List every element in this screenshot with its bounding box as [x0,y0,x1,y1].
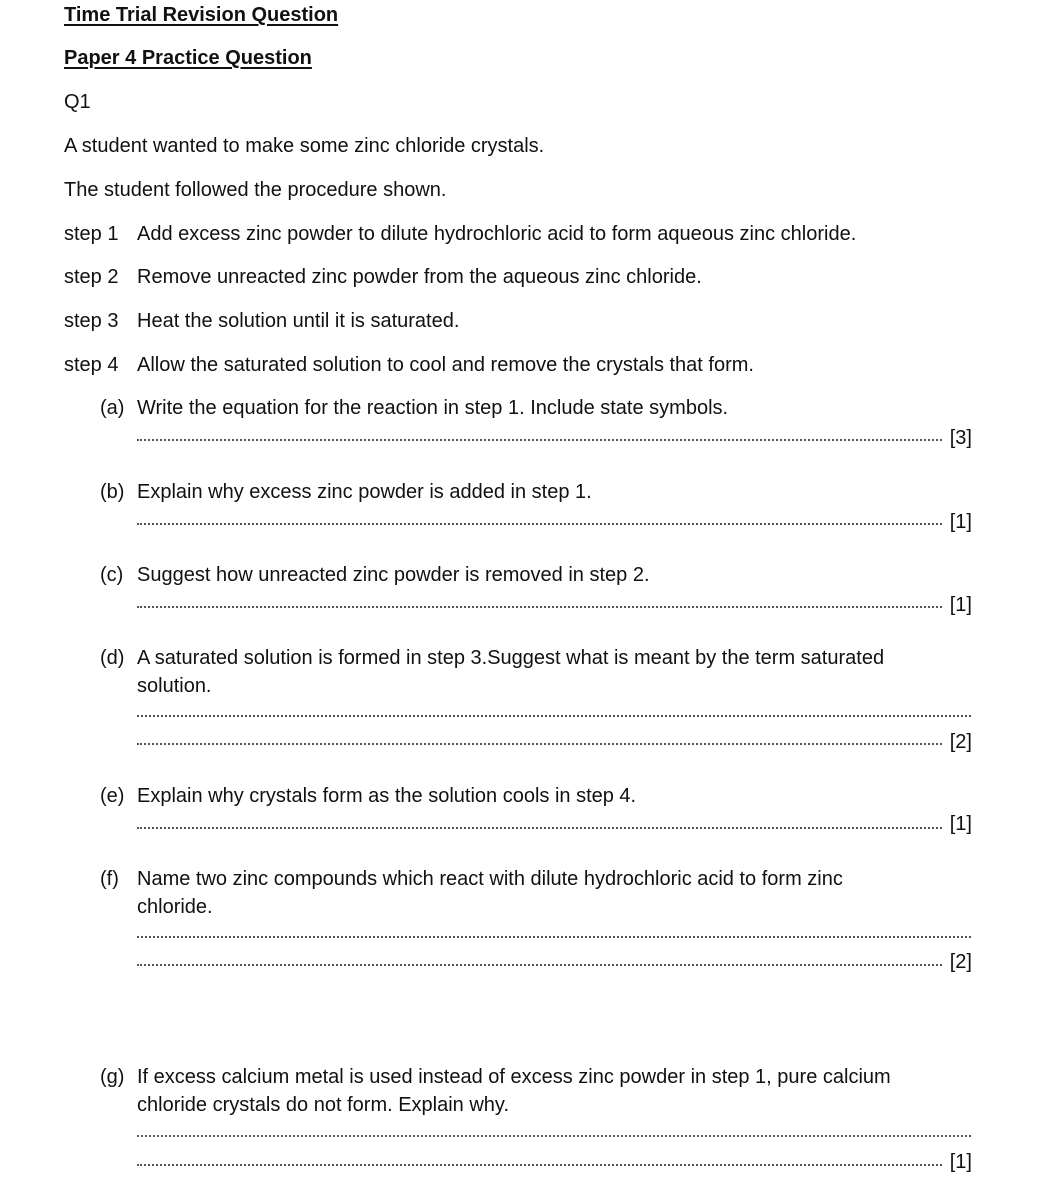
marks-label: [2] [949,951,972,973]
question-intro: A student wanted to make some zinc chloride crystals. [64,135,545,157]
part-question-line-1: Name two zinc compounds which react with dilute hydrochloric acid to form zinc [137,868,843,890]
part-question: Explain why excess zinc powder is added in step 1. [137,481,592,503]
step-label: step 1 [64,223,119,245]
part-letter: (e) [100,785,125,807]
marks-label: [3] [949,427,972,449]
step-4 [64,353,754,377]
step-label: step 3 [64,310,119,332]
answer-line[interactable] [137,604,942,608]
part-letter: (f) [100,868,119,890]
part-letter: (a) [100,397,125,419]
step-1 [64,222,856,246]
step-text: Add excess zinc powder to dilute hydrochloric acid to form aqueous zinc chloride. [137,223,857,245]
answer-line[interactable] [137,825,942,829]
part-letter: (g) [100,1066,125,1088]
step-text: Remove unreacted zinc powder from the aqueous zinc chloride. [137,266,702,288]
page-subtitle: Paper 4 Practice Question [64,47,312,69]
step-3 [64,309,459,333]
step-text: Allow the saturated solution to cool and remove the crystals that form. [137,354,754,376]
answer-line[interactable] [137,1162,942,1166]
step-2 [64,265,702,289]
marks-label: [1] [949,511,972,533]
part-question-line-2: chloride crystals do not form. Explain why. [137,1094,510,1116]
marks-label: [1] [949,594,972,616]
part-question: Write the equation for the reaction in step 1. Include state symbols. [137,397,729,419]
question-number: Q1 [64,91,91,113]
answer-line[interactable] [137,437,942,441]
part-question: Suggest how unreacted zinc powder is removed in step 2. [137,564,650,586]
answer-line[interactable] [137,713,971,717]
answer-line[interactable] [137,741,942,745]
part-letter: (b) [100,481,125,503]
marks-label: [1] [949,813,972,835]
part-question-line-2: solution. [137,675,212,697]
part-question-line-1: A saturated solution is formed in step 3.Suggest what is meant by the term saturated [137,647,885,669]
part-question: Explain why crystals form as the solution cools in step 4. [137,785,637,807]
step-label: step 2 [64,266,119,288]
step-label: step 4 [64,354,119,376]
part-letter: (d) [100,647,125,669]
page-title: Time Trial Revision Question [64,4,339,26]
answer-line[interactable] [137,962,942,966]
answer-line[interactable] [137,521,942,525]
part-question-line-2: chloride. [137,896,213,918]
step-text: Heat the solution until it is saturated. [137,310,460,332]
part-letter: (c) [100,564,124,586]
answer-line[interactable] [137,1133,971,1137]
question-procedure-intro: The student followed the procedure shown. [64,179,447,201]
marks-label: [2] [949,731,972,753]
marks-label: [1] [949,1151,972,1173]
answer-line[interactable] [137,934,971,938]
part-question-line-1: If excess calcium metal is used instead of excess zinc powder in step 1, pure calcium [137,1066,891,1088]
